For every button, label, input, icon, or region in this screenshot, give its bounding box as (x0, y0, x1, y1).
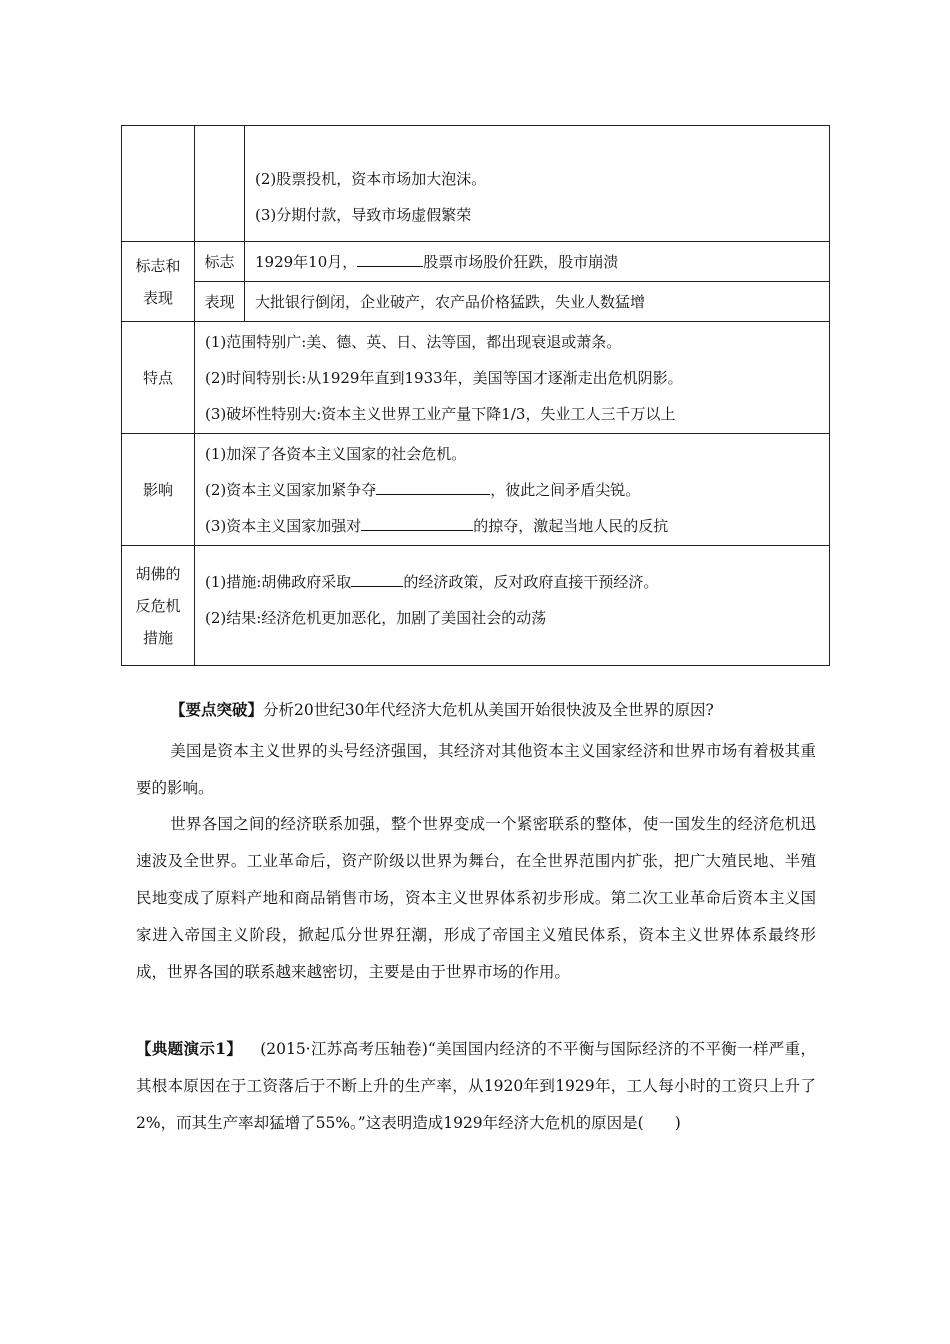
table-row (122, 242, 830, 282)
hoover-item-1-b: 的经济政策，反对政府直接干预经济。 (403, 573, 659, 591)
hoover-cell (195, 546, 830, 666)
key-point-paragraph-2 (136, 806, 816, 991)
fill-blank[interactable] (361, 516, 473, 531)
summary-table (121, 125, 830, 666)
feature-item: (1)范围特别广:美、德、英、日、法等国，都出现衰退或萧条。 (205, 332, 622, 351)
impact-cell (195, 434, 830, 546)
sign-label-cell (122, 242, 195, 322)
fill-blank[interactable] (376, 480, 490, 495)
hoover-item-1-a: (1)措施:胡佛政府采取 (205, 573, 352, 591)
table-row (122, 126, 830, 242)
fill-blank[interactable] (357, 252, 423, 267)
impact-item-1: (1)加深了各资本主义国家的社会危机。 (205, 444, 467, 463)
show-label-cell: 表现 (195, 282, 245, 322)
feature-item: (3)破坏性特别大:资本主义世界工业产量下降1/3，失业工人三千万以上 (205, 404, 676, 423)
example-text: (2015·江苏高考压轴卷)“美国国内经济的不平衡与国际经济的不平衡一样严重，其根本原因在于工资落后于不断上升的生产率，从1920年到1929年，工人每小时的工资只上升了2%，而其生产率却猛增了55%。”这表明造成1929年经济大危机的原因是( ) (136, 1040, 816, 1132)
mark-text-b: 股票市场股价狂跌，股市崩溃 (423, 252, 619, 271)
example-tag: 【典题演示1】 (136, 1039, 243, 1058)
features-cell (195, 322, 830, 434)
key-point-paragraph-1-text: 美国是资本主义世界的头号经济强国，其经济对其他资本主义国家经济和世界市场有着极其重要的影响。 (136, 742, 816, 797)
impact-item-2 (205, 472, 829, 508)
table-row (122, 322, 830, 434)
hoover-label-line-1: 胡佛的 (135, 564, 181, 583)
impact-item-3-a: (3)资本主义国家加强对 (205, 516, 362, 535)
sign-label-line-1: 标志和 (135, 256, 181, 275)
hoover-label-line-2: 反危机 (135, 596, 181, 615)
hoover-label-cell (122, 546, 195, 666)
mark-text-a: 1929年10月， (255, 252, 358, 271)
key-point-tag: 【要点突破】 (170, 700, 264, 719)
show-text-cell: 大批银行倒闭，企业破产，农产品价格猛跌，失业人数猛增 (245, 282, 830, 322)
hoover-label-line-3: 措施 (142, 628, 173, 647)
key-point-paragraph-1 (136, 733, 816, 807)
key-point-paragraph-2-text: 世界各国之间的经济联系加强，整个世界变成一个紧密联系的整体，使一国发生的经济危机迅速波及全世界。工业革命后，资产阶级以世界为舞台，在全世界范围内扩张，把广大殖民地、半殖民地变成了原料产地和商品销售市场，资本主义世界体系初步形成。第二次工业革命后资本主义国家进入帝国主义阶段，掀起瓜分世界狂潮，形成了帝国主义殖民体系，资本主义世界体系最终形成，世界各国的联系越来越密切，主要是由于世界市场的作用。 (136, 815, 816, 981)
cause-item-2: (2)股票投机，资本市场加大泡沫。 (255, 170, 487, 188)
impact-item-3-b: 的掠夺，激起当地人民的反抗 (473, 516, 669, 535)
mark-text-cell (245, 242, 830, 282)
example-question (136, 1030, 816, 1142)
hoover-item-2: (2)结果:经济危机更加恶化，加剧了美国社会的动荡 (205, 609, 547, 627)
table-row (122, 434, 830, 546)
empty-cell (195, 126, 245, 242)
mark-label-cell: 标志 (195, 242, 245, 282)
fill-blank[interactable] (351, 572, 403, 587)
sign-label-line-2: 表现 (142, 288, 173, 307)
cause-item-3: (3)分期付款，导致市场虚假繁荣 (255, 206, 472, 224)
impact-item-2-a: (2)资本主义国家加紧争夺 (205, 480, 377, 499)
key-point-heading (170, 691, 810, 729)
table-row (122, 546, 830, 666)
table-row (122, 282, 830, 322)
impact-label-cell: 影响 (122, 434, 195, 546)
hoover-item-1 (205, 564, 829, 600)
impact-item-3 (205, 508, 829, 544)
cause-cell (245, 126, 830, 242)
key-point-question: 分析20世纪30年代经济大危机从美国开始很快波及全世界的原因? (263, 701, 714, 719)
impact-item-2-b: ，彼此之间矛盾尖锐。 (490, 480, 641, 499)
empty-cell (122, 126, 195, 242)
features-label-cell: 特点 (122, 322, 195, 434)
feature-item: (2)时间特别长:从1929年直到1933年，美国等国才逐渐走出危机阴影。 (205, 368, 683, 387)
